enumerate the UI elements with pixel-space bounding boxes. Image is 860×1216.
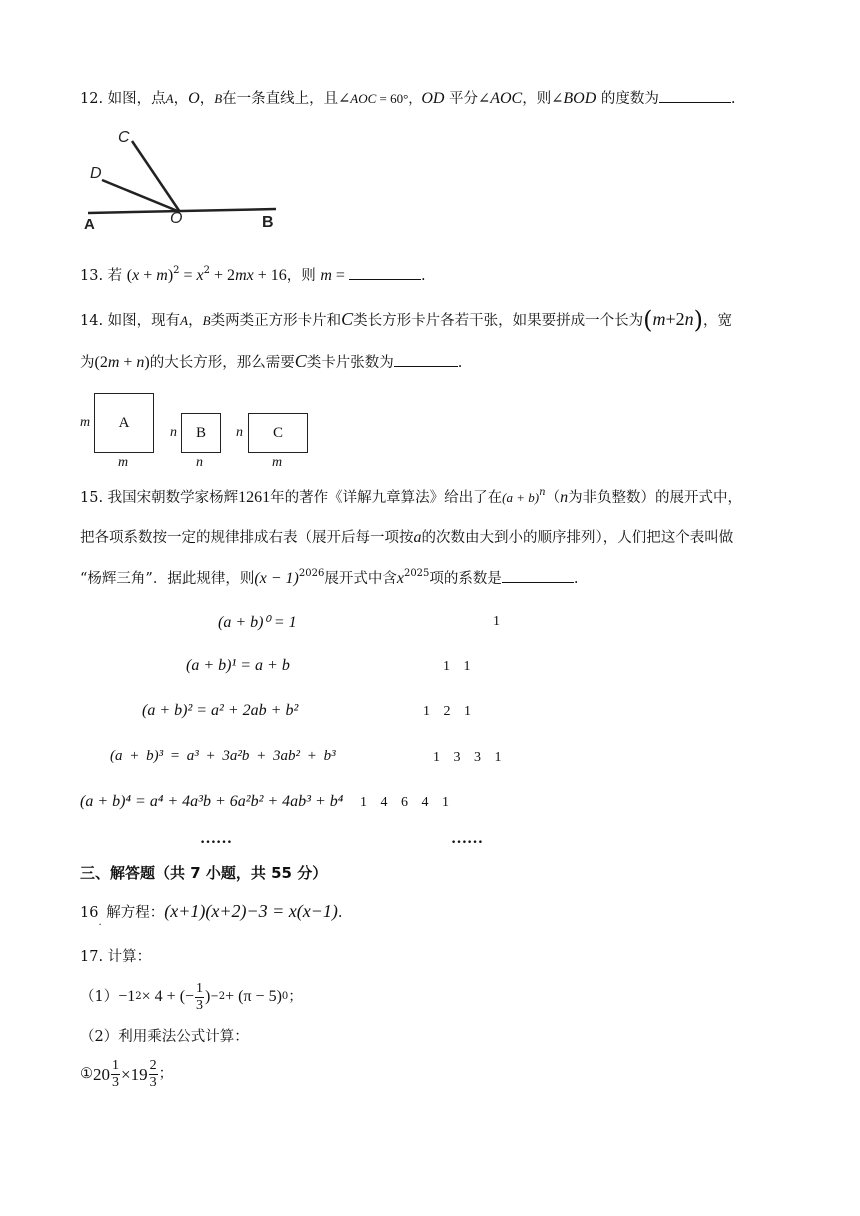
card-a-side-label: m: [80, 415, 91, 430]
question-14-line2: 为(2m + n)的大长方形，那么需要C类卡片张数为 .: [80, 351, 463, 371]
question-17-part2-item1: ① 20 $\frac{1}{3}$ ×19 $\frac{2}{3}$ ；: [80, 1057, 174, 1090]
yanghui-coef-3: 1 3 3 1: [433, 750, 502, 765]
question-17-part1: （1） −1 2 × 4 + (− $\frac{1}{3}$ ) −2 + (π − 5) 0 ；: [80, 980, 303, 1013]
yanghui-dots-right: ……: [451, 830, 483, 847]
section-heading: 三、解答题（共 7 小题，共 55 分）: [80, 864, 328, 882]
fraction-two-thirds: $\frac{2}{3}$: [149, 1057, 157, 1090]
question-13: 13. 若 $(x + m)^2 = x^2 + 2mx + 16$，则 m = .: [80, 265, 426, 284]
yanghui-row-1: (a + b)¹ = a + b: [186, 657, 290, 674]
question-17-title: 17. 计算：: [80, 949, 152, 965]
question-16: $16_.$ 解方程：(x+1)(x+2)−3 = x(x−1).: [80, 901, 343, 928]
yanghui-coef-2: 1 2 1: [423, 704, 471, 719]
yanghui-dots-left: ……: [200, 830, 232, 847]
card-b: B: [181, 413, 221, 453]
yanghui-row-4: (a + b)⁴ = a⁴ + 4a³b + 6a²b² + 4ab³ + b⁴: [80, 793, 344, 810]
question-15-line2: 把各项系数按一定的规律排成右表（展开后每一项按a的次数由大到小的顺序排列），人们把这个表叫做: [80, 529, 734, 546]
question-14-line1: 14. 如图，现有A，B类两类正方形卡片和C类长方形卡片各若干张，如果要拼成一个长为(m+2n)，宽: [80, 306, 732, 334]
question-15-line3: “杨辉三角”．据此规律，则$(x - 1)^{2026}$展开式中含$x^{2025}$项的系数是 .: [80, 568, 579, 587]
label-b: B: [262, 214, 274, 231]
card-c-side-label: n: [236, 425, 243, 440]
yanghui-coef-0: 1: [493, 614, 500, 629]
angle-figure: [80, 125, 300, 235]
yanghui-row-0: (a + b)⁰ = 1: [218, 614, 297, 631]
yanghui-coef-1: 1 1: [443, 659, 471, 674]
card-b-bottom-label: n: [196, 455, 203, 470]
answer-blank[interactable]: [502, 568, 574, 583]
card-a: A: [94, 393, 154, 453]
label-a: A: [84, 216, 95, 233]
fraction-one-third-b: $\frac{1}{3}$: [112, 1057, 119, 1090]
yanghui-row-3: (a + b)³ = a³ + 3a²b + 3ab² + b³: [110, 748, 336, 764]
answer-blank[interactable]: [659, 88, 731, 103]
card-b-side-label: n: [170, 425, 177, 440]
yanghui-row-2: (a + b)² = a² + 2ab + b²: [142, 702, 299, 719]
answer-blank[interactable]: [394, 352, 458, 367]
card-c: C: [248, 413, 308, 453]
fraction-one-third: $\frac{1}{3}$: [196, 980, 204, 1013]
yanghui-coef-4: 1 4 6 4 1: [360, 795, 449, 810]
card-a-bottom-label: m: [118, 455, 129, 470]
answer-blank[interactable]: [349, 265, 421, 280]
question-17-part2: （2）利用乘法公式计算：: [80, 1029, 249, 1045]
label-c: C: [118, 129, 130, 146]
question-12: 12. 如图，点A，O，B在一条直线上，且∠AOC = 60°，OD 平分∠AOC，则∠BOD 的度数为 .: [80, 90, 736, 107]
label-d: D: [90, 165, 102, 182]
question-15-line1: 15. 我国宋朝数学家杨辉1261年的著作《详解九章算法》给出了在$(a + b)^n(n$为非负整数）的展开式中，: [80, 487, 743, 506]
label-o: O: [170, 210, 183, 227]
card-c-bottom-label: m: [272, 455, 283, 470]
